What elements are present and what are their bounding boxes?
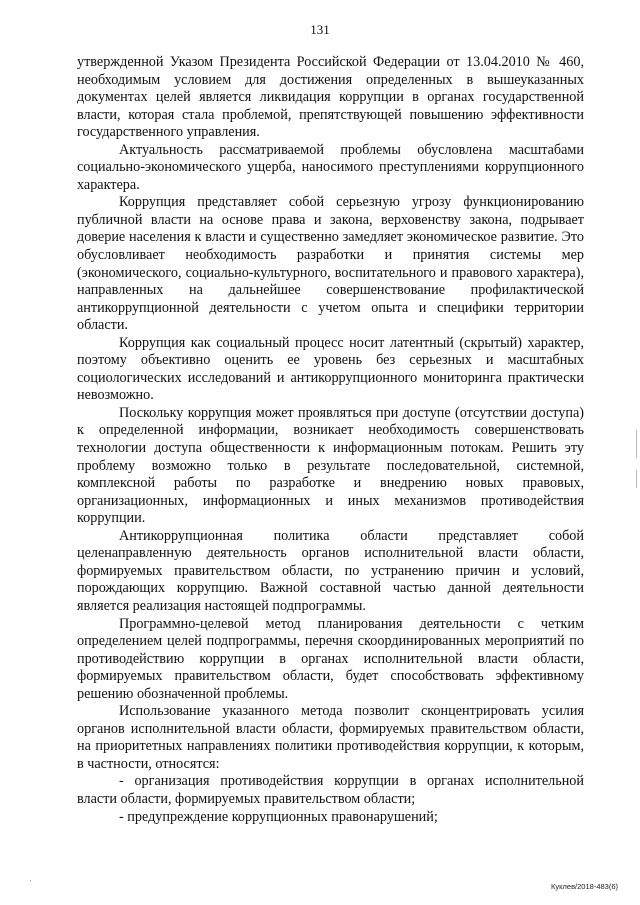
scan-speck (30, 880, 31, 881)
list-item: - предупреждение коррупционных правонарушений; (119, 808, 438, 825)
paragraph: Актуальность рассматриваемой проблемы обусловлена масштабами социально-экономического ущерба, наносимого преступлениями коррупционного характера. (77, 141, 584, 193)
document-code: Куклев/2018-483(6) (551, 882, 618, 891)
paragraph-continuation: утвержденной Указом Президента Российской Федерации от 13.04.2010 № 460, необходимым условием для достижения определенных в вышеуказанных документах целей является ликвидация коррупции в органах государственной власти, которая стала проблемой, препятствующей повышению эффективности государственного управления. (77, 54, 584, 141)
scan-edge-mark (636, 430, 637, 458)
paragraph: Поскольку коррупция может проявляться при доступе (отсутствии доступа) к определенной информации, возникает необходимость совершенствовать технологии доступа общественности к информационным потокам. Решить эту проблему возможно только в результате последовательной, системной, комплексной работы по разработке и внедрению новых правовых, организационных, информационных и иных механизмов противодействия коррупции. (77, 404, 584, 527)
list-item: - организация противодействия коррупции в органах исполнительной власти области, формируемых правительством области; (77, 773, 584, 807)
page-number: 131 (310, 22, 330, 37)
paragraph: Коррупция как социальный процесс носит латентный (скрытый) характер, поэтому объективно оценить ее уровень без серьезных и масштабных социологических исследований и антикоррупционного мониторинга практически невозможно. (77, 334, 584, 404)
paragraph: Коррупция представляет собой серьезную угрозу функционированию публичной власти на основе права и закона, верховенству закона, подрывает доверие населения к власти и существенно замедляет экономическое развитие. Это обусловливает необходимость разработки и принятия системы мер (экономического, социально-культурного, воспитательного и правового характера), направленных на дальнейшее совершенствование профилактической антикоррупционной деятельности с учетом опыта и специфики территории области. (77, 194, 584, 334)
paragraph: Программно-целевой метод планирования деятельности с четким определением целей подпрограммы, перечня скоординированных мероприятий по противодействию коррупции в органах исполнительной власти области, формируемых правительством области, будет способствовать эффективному решению обозначенной проблемы. (77, 615, 584, 702)
paragraph: Антикоррупционная политика области представляет собой целенаправленную деятельность органов исполнительной власти области, формируемых правительством области, по устранению причин и условий, порождающих коррупцию. Важной составной частью данной деятельности является реализация настоящей подпрограммы. (77, 527, 584, 614)
scan-edge-mark (636, 470, 637, 488)
paragraph: Использование указанного метода позволит сконцентрировать усилия органов исполнительной власти области, формируемых правительством области, на приоритетных направлениях политики противодействия коррупции, к которым, в частности, относятся: (77, 703, 584, 772)
document-body (77, 54, 584, 826)
